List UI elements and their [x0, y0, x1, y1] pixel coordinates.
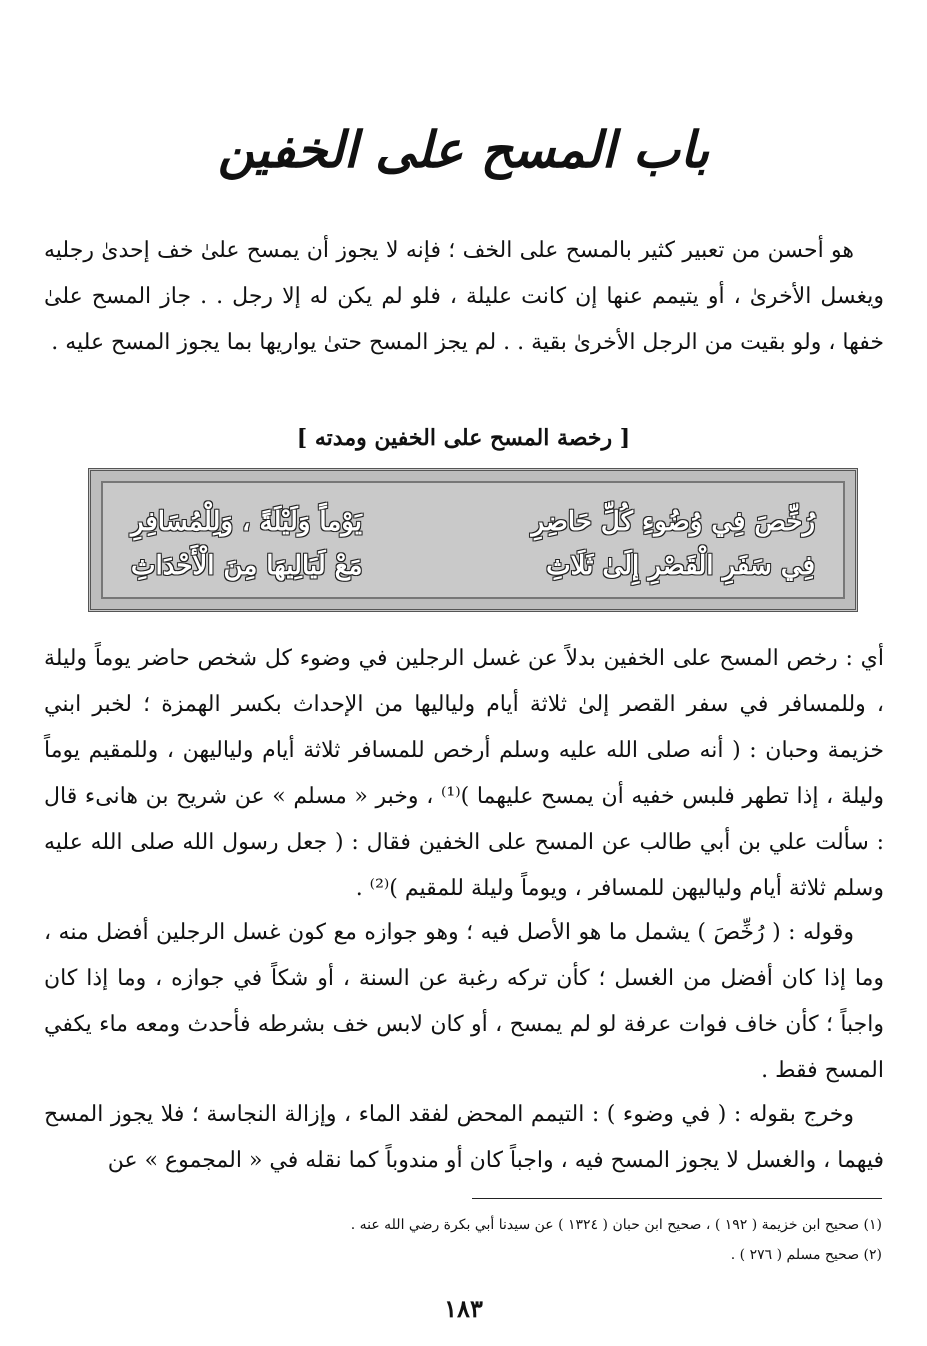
verse-frame	[88, 468, 858, 612]
commentary-paragraph-2-text: وقوله : ( رُخِّصَ ) يشمل ما هو الأصل فيه ؛ وهو جوازه مع كون غسل الرجلين أفضل منه ، وما إذا كان أفضل من الغسل ؛ كأن تركه رغبة عن السنة ، أو شكاً في جوازه ، وما إذا كان واجباً ؛ كأن خاف فوات عرفة لو لم يمسح ، أو كان لابس خف بشرطه فأحدث ومعه ماء يكفي المسح فقط .	[44, 920, 884, 1083]
verse-hemistich-1a: رُخِّصَ فِي وُضُوءِ كُلِّ حَاضِرِ	[531, 507, 815, 537]
commentary-paragraph-3-text: وخرج بقوله : ( في وضوء ) : التيمم المحض لفقد الماء ، وإزالة النجاسة ؛ فلا يجوز المسح فيهما ، والغسل لا يجوز المسح فيه ، واجباً كان أو مندوباً كما نقله في « المجموع » عن	[44, 1102, 884, 1173]
verse-line-1	[131, 499, 815, 545]
verse-line-2	[131, 543, 815, 589]
footnote-1: (١) صحيح ابن خزيمة ( ١٩٢ ) ، صحيح ابن حبان ( ١٣٢٤ ) عن سيدنا أبي بكرة رضي الله عنه .	[350, 1217, 882, 1233]
verse-hemistich-2b: مَعْ لَيَالِيهَا مِنَ الْأَحْدَاثِ	[131, 551, 363, 581]
page-number: ١٨٣	[444, 1294, 483, 1323]
verse-hemistich-1b: يَوْماً وَلَيْلَةً ، وَلِلْمُسَافِرِ	[131, 507, 362, 537]
commentary-paragraph-1: أي : رخص المسح على الخفين بدلاً عن غسل الرجلين في وضوء كل شخص حاضر يوماً وليلة ، وللمسافر في سفر القصر إلىٰ ثلاثة أيام ولياليها من الإحداث بكسر الهمزة ؛ لخبر ابني خزيمة وحبان : ( أنه صلى الله عليه وسلم أرخص للمسافر ثلاثة أيام ولياليهن ، وللمقيم يوماً وليلة ، إذا تطهر فلبس خفيه أن يمسح عليهما )⁽¹⁾ ، وخبر « مسلم » عن شريح بن هانىء قال : سألت علي بن أبي طالب عن المسح على الخفين فقال : ( جعل رسول الله صلى الله عليه وسلم ثلاثة أيام ولياليهن للمسافر ، ويوماً وليلة للمقيم )⁽²⁾ .	[44, 646, 884, 901]
intro-text: هو أحسن من تعبير كثير بالمسح على الخف ؛ فإنه لا يجوز أن يمسح علىٰ خف إحدىٰ رجليه ويغسل الأخرىٰ ، أو يتيمم عنها إن كانت عليلة ، فلو لم يكن له إلا رجل . . جاز المسح علىٰ خفها ، ولو بقيت من الرجل الأخرىٰ بقية . . لم يجز المسح حتىٰ يواريها بما يجوز المسح عليه .	[44, 238, 884, 355]
commentary-paragraph-2	[44, 910, 884, 1094]
chapter-title: باب المسح على الخفين	[217, 120, 710, 179]
section-heading: [ رخصة المسح على الخفين ومدته ]	[296, 425, 631, 451]
footnote-separator	[472, 1198, 882, 1199]
footnote-2: (٢) صحيح مسلم ( ٢٧٦ ) .	[730, 1247, 882, 1263]
commentary-paragraph-3	[44, 1092, 884, 1184]
verse-hemistich-2a: فِي سَفَرِ الْقَصْرِ إِلَىٰ ثَلَاثِ	[546, 551, 815, 581]
intro-paragraph	[44, 228, 884, 366]
